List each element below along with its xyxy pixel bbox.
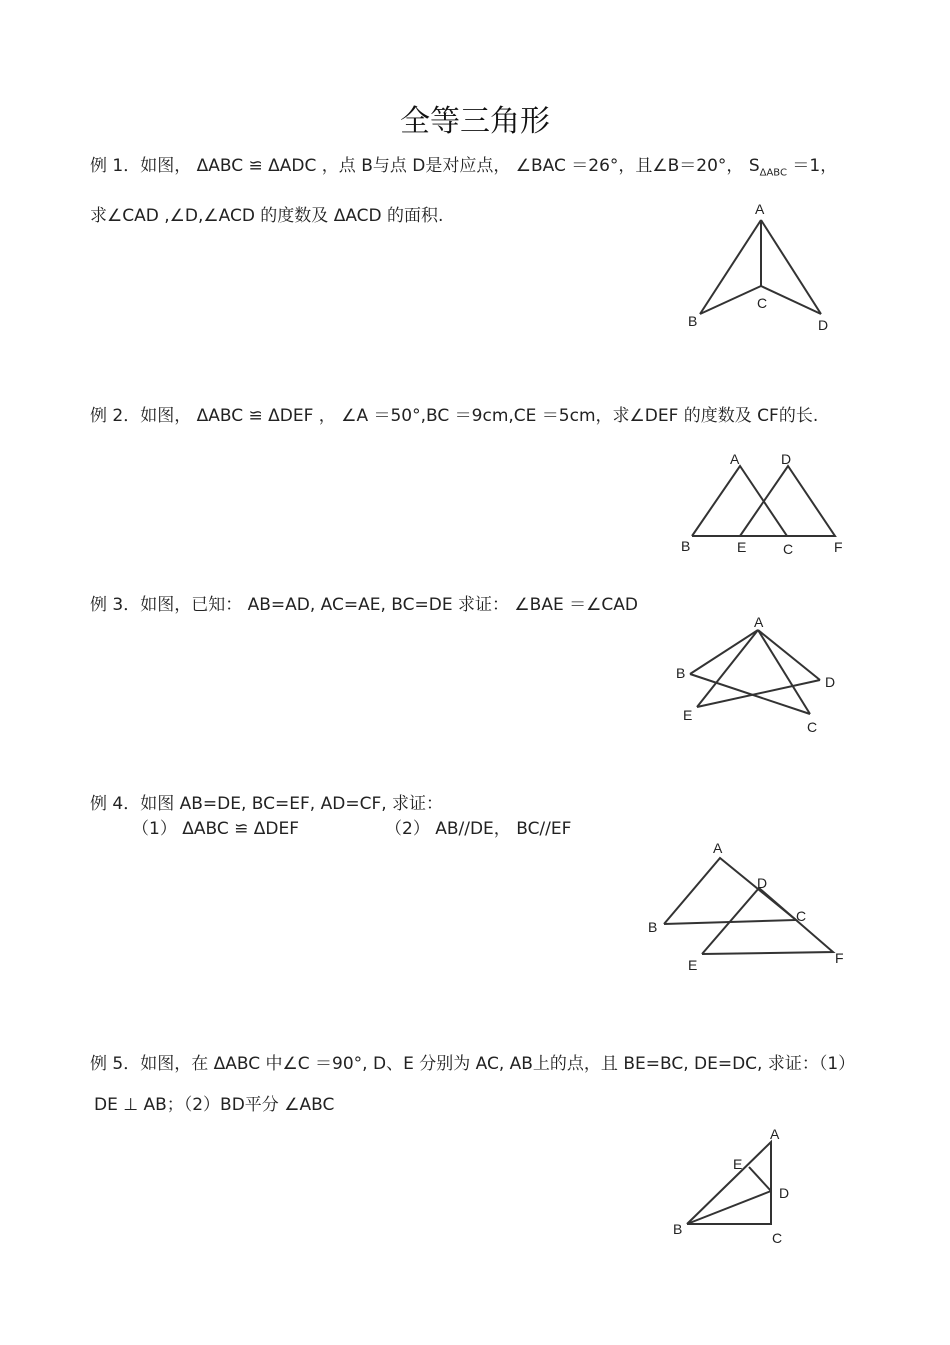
label-E: E (683, 707, 693, 723)
label-A: A (713, 840, 723, 856)
page-title: 全等三角形 (400, 104, 550, 139)
label-B: B (676, 665, 686, 681)
label-D: D (825, 674, 836, 690)
seg-AC (758, 630, 810, 714)
seg-BD (687, 1191, 771, 1224)
label-B: B (648, 919, 658, 935)
example-5-question: DE ⊥ AB；（2）BD平分 ∠ABC (94, 1095, 335, 1115)
triangle-DEF (740, 466, 835, 536)
example-4-statement: 例 4．如图 AB=DE, BC=EF, AD=CF, 求证： (90, 794, 444, 814)
figure-1 (680, 196, 840, 336)
label-A: A (730, 451, 740, 467)
example-1-statement (90, 155, 837, 184)
label-F: F (835, 950, 844, 966)
label-C: C (807, 719, 818, 735)
label-F: F (834, 539, 843, 555)
label-E: E (733, 1156, 743, 1172)
figure-5 (665, 1124, 805, 1249)
example-4-part-2: （2） AB//DE， BC//EF (385, 819, 572, 839)
example-3-statement: 例 3．如图，已知： AB=AD, AC=AE, BC=DE 求证： ∠BAE ＝∠CAD (90, 595, 638, 615)
label-A: A (755, 201, 765, 217)
example-1-text: 例 1．如图， ΔABC ≌ ΔADC ，点 B与点 D是对应点， ∠BAC ＝26°，且∠B＝20°， S (90, 156, 760, 176)
example-4-part-1: （1） ΔABC ≌ ΔDEF (132, 819, 300, 839)
label-B: B (688, 313, 698, 329)
label-A: A (770, 1126, 780, 1142)
label-E: E (737, 539, 747, 555)
example-2-statement: 例 2．如图， ΔABC ≌ ΔDEF ， ∠A ＝50°,BC ＝9cm,CE ＝5cm，求∠DEF 的度数及 CF的长. (90, 406, 819, 426)
example-1-subscript: ΔABC (759, 167, 787, 179)
label-B: B (673, 1221, 683, 1237)
example-5-statement: 例 5．如图，在 ΔABC 中∠C ＝90°, D、E 分别为 AC, AB上的点，且 BE=BC, DE=DC, 求证：（1） (90, 1054, 856, 1074)
label-C: C (796, 908, 807, 924)
example-1-question: 求∠CAD ,∠D,∠ACD 的度数及 ΔACD 的面积. (90, 206, 444, 226)
figure-4 (640, 836, 850, 976)
label-C: C (757, 295, 768, 311)
label-C: C (772, 1230, 783, 1246)
label-D: D (779, 1185, 790, 1201)
figure-3 (670, 612, 850, 742)
label-D: D (818, 317, 829, 333)
label-D: D (781, 451, 792, 467)
label-E: E (688, 957, 698, 973)
triangle-ABC (664, 858, 796, 924)
figure-2 (675, 448, 855, 558)
example-1-text-end: ＝1， (786, 156, 838, 176)
seg-AB (690, 630, 758, 674)
label-C: C (783, 541, 794, 557)
seg-AD (758, 630, 820, 680)
seg-ED (749, 1167, 771, 1191)
triangle-ABC (687, 1142, 771, 1224)
label-B: B (681, 538, 691, 554)
label-D: D (757, 875, 768, 891)
triangle-ABC (692, 466, 787, 536)
label-A: A (754, 614, 764, 630)
